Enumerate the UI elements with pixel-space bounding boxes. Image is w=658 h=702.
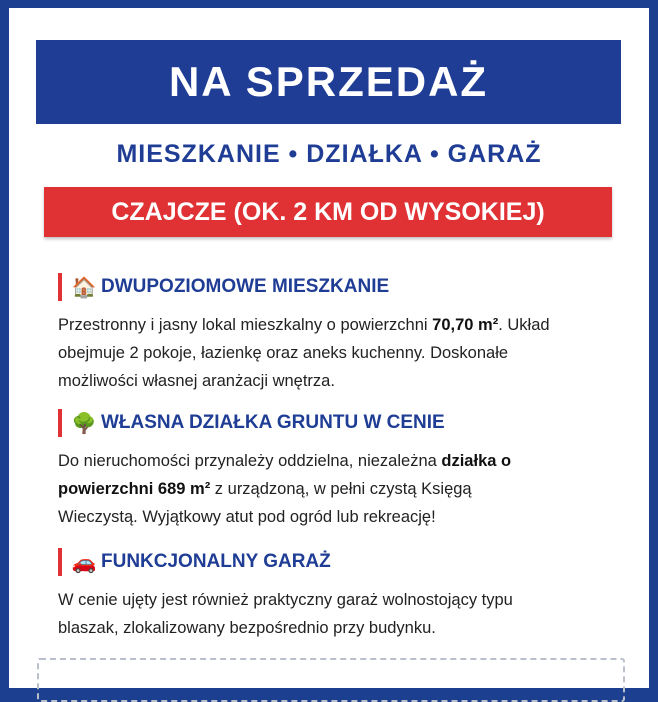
section-description bbox=[58, 447, 618, 531]
section-description bbox=[58, 586, 618, 642]
description-line: blaszak, zlokalizowany bezpośrednio przy budynku. bbox=[58, 619, 436, 637]
text-run: . Układ bbox=[498, 316, 550, 334]
section-header bbox=[58, 272, 618, 302]
description-line: Wieczystą. Wyjątkowy atut pod ogród lub rekreację! bbox=[58, 508, 436, 526]
description-line bbox=[58, 447, 618, 475]
text-run: Do nieruchomości przynależy oddzielna, niezależna bbox=[58, 452, 442, 470]
description-line bbox=[58, 311, 618, 339]
text-run: z urządzoną, w pełni czystą Księgą bbox=[210, 480, 472, 498]
location-banner bbox=[44, 187, 612, 237]
description-line: możliwości własnej aranżacji wnętrza. bbox=[58, 372, 335, 390]
accent-bar bbox=[58, 409, 62, 437]
car-icon: 🚗 bbox=[71, 551, 97, 574]
plot-highlight: działka o bbox=[441, 452, 512, 470]
section-description bbox=[58, 311, 618, 395]
section-land-plot bbox=[58, 408, 618, 531]
accent-bar bbox=[58, 273, 62, 301]
description-line: obejmuje 2 pokoje, łazienkę oraz aneks kuchenny. Doskonałe bbox=[58, 344, 509, 362]
section-header bbox=[58, 408, 618, 438]
dashed-info-box bbox=[37, 658, 625, 702]
property-types-subheading: MIESZKANIE • DZIAŁKA • GARAŻ bbox=[116, 140, 542, 168]
text-run: Przestronny i jasny lokal mieszkalny o powierzchni bbox=[58, 316, 433, 334]
accent-bar bbox=[58, 548, 62, 576]
section-garage bbox=[58, 547, 618, 642]
description-line bbox=[58, 475, 618, 503]
section-title: DWUPOZIOMOWE MIESZKANIE bbox=[101, 276, 390, 297]
location-text: CZAJCZE (OK. 2 KM OD WYSOKIEJ) bbox=[111, 197, 545, 226]
plot-highlight: powierzchni 689 m² bbox=[58, 480, 211, 498]
page-title: NA SPRZEDAŻ bbox=[168, 58, 489, 105]
description-line: W cenie ujęty jest również praktyczny garaż wolnostojący typu bbox=[58, 591, 513, 609]
flyer-sheet bbox=[9, 8, 649, 688]
tree-icon: 🌳 bbox=[71, 412, 97, 435]
section-header bbox=[58, 547, 618, 577]
section-title: FUNKCJONALNY GARAŻ bbox=[101, 551, 331, 572]
section-title: WŁASNA DZIAŁKA GRUNTU W CENIE bbox=[101, 412, 445, 433]
section-apartment bbox=[58, 272, 618, 395]
area-highlight: 70,70 m² bbox=[432, 316, 499, 334]
header-banner bbox=[36, 40, 621, 124]
house-icon: 🏠 bbox=[71, 276, 97, 299]
